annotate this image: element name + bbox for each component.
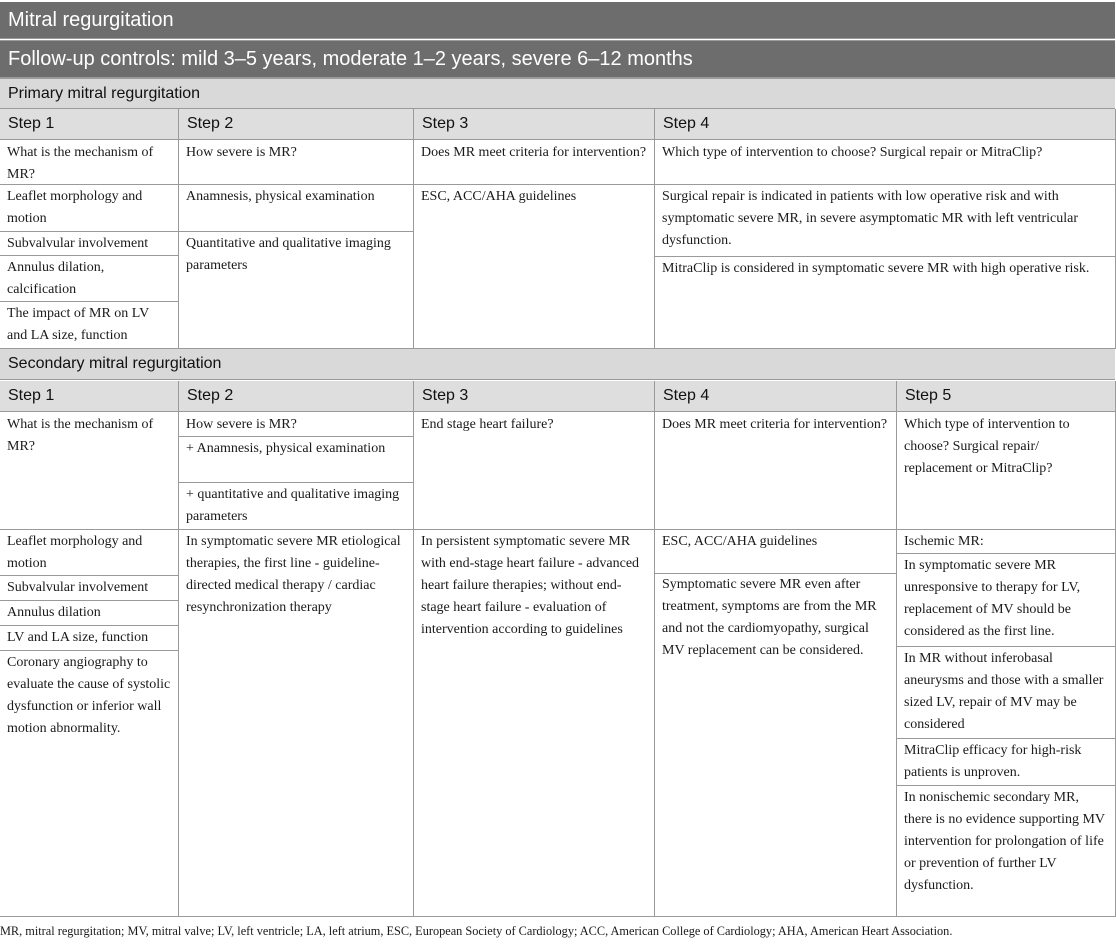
secondary-step5-item: In symptomatic severe MR unresponsive to therapy for LV, replacement of MV should be considered as the first line. <box>904 558 1081 639</box>
grid-line <box>178 381 179 917</box>
grid-line <box>0 529 1116 530</box>
primary-step4-item: MitraClip is considered in symptomatic severe MR with high operative risk. <box>662 261 1090 276</box>
primary-heading: Primary mitral regurgitation <box>0 78 1115 109</box>
secondary-step4-question: Does MR meet criteria for intervention? <box>662 417 888 432</box>
grid-line <box>0 575 178 576</box>
grid-line <box>896 646 1116 647</box>
secondary-step5-header: Step 5 <box>897 381 1115 412</box>
secondary-step2-item: + quantitative and qualitative imaging parameters <box>186 487 400 524</box>
grid-line <box>654 573 896 574</box>
table-footnote: MR, mitral regurgitation; MV, mitral valve; LV, left ventricle; LA, left atrium, ESC, European Society of Cardiology; ACC, American College of Cardiology; AHA, American Heart Association. <box>0 924 953 938</box>
secondary-step3-header: Step 3 <box>414 381 654 412</box>
grid-line <box>178 436 413 437</box>
grid-line <box>0 301 178 302</box>
secondary-heading: Secondary mitral regurgitation <box>0 348 1115 380</box>
secondary-step4-item: Symptomatic severe MR even after treatment, symptoms are from the MR and not the cardiomyopathy, surgical MV replacement can be considered. <box>662 577 877 658</box>
primary-step1-header: Step 1 <box>0 109 178 140</box>
grid-line <box>896 785 1116 786</box>
grid-line <box>654 381 655 917</box>
primary-step2-header: Step 2 <box>179 109 413 140</box>
secondary-step1-item: LV and LA size, function <box>7 630 149 645</box>
grid-line <box>896 553 1116 554</box>
grid-line <box>0 231 178 232</box>
grid-line <box>178 231 413 232</box>
secondary-step1-item: Annulus dilation <box>7 605 101 620</box>
primary-step1-question: What is the mechanism of MR? <box>7 145 154 182</box>
secondary-step1-item: Coronary angiography to evaluate the cause of systolic dysfunction or inferior wall motion abnormality. <box>7 655 171 736</box>
primary-step1-item: The impact of MR on LV and LA size, function <box>7 306 149 343</box>
table-title: Mitral regurgitation <box>0 2 1115 39</box>
grid-line <box>178 109 179 349</box>
primary-step4-header: Step 4 <box>655 109 1115 140</box>
secondary-step1-item: Leaflet morphology and motion <box>7 534 143 571</box>
primary-step4-question: Which type of intervention to choose? Surgical repair or MitraClip? <box>662 145 1043 160</box>
secondary-step2-header: Step 2 <box>179 381 413 412</box>
secondary-step5-item: In nonischemic secondary MR, there is no evidence supporting MV intervention for prolongation of life or prevention of further LV dysfunction. <box>904 790 1105 893</box>
secondary-step5-question: Which type of intervention to choose? Surgical repair/ replacement or MitraClip? <box>904 417 1070 476</box>
grid-line <box>654 109 655 349</box>
followup-band: Follow-up controls: mild 3–5 years, moderate 1–2 years, severe 6–12 months <box>0 40 1115 78</box>
grid-line <box>0 625 178 626</box>
grid-line <box>0 184 1116 185</box>
primary-step4-item: Surgical repair is indicated in patients with low operative risk and with symptomatic severe MR, in severe asymptomatic MR with left ventricular dysfunction. <box>662 189 1079 248</box>
secondary-step1-question: What is the mechanism of MR? <box>7 417 154 454</box>
primary-step2-item: Anamnesis, physical examination <box>186 189 375 204</box>
grid-line <box>0 916 1116 917</box>
grid-line <box>896 738 1116 739</box>
primary-step1-item: Annulus dilation, calcification <box>7 260 105 297</box>
secondary-step3-item: In persistent symptomatic severe MR with end-stage heart failure - advanced heart failure therapies; without end-stage heart failure - evaluation of intervention according to guidelines <box>421 534 640 637</box>
grid-line <box>896 381 897 917</box>
secondary-step1-item: Subvalvular involvement <box>7 580 149 595</box>
grid-line <box>413 109 414 349</box>
primary-step3-question: Does MR meet criteria for intervention? <box>421 145 647 160</box>
grid-line <box>654 256 1116 257</box>
grid-line <box>0 255 178 256</box>
secondary-step1-header: Step 1 <box>0 381 178 412</box>
secondary-step4-header: Step 4 <box>655 381 896 412</box>
primary-step1-item: Leaflet morphology and motion <box>7 189 143 226</box>
grid-line <box>0 600 178 601</box>
secondary-step5-item: Ischemic MR: <box>904 534 984 549</box>
primary-step3-header: Step 3 <box>414 109 654 140</box>
primary-step1-item: Subvalvular involvement <box>7 236 149 251</box>
secondary-step3-question: End stage heart failure? <box>421 417 554 432</box>
secondary-step2-item: + Anamnesis, physical examination <box>186 441 386 456</box>
primary-step2-item: Quantitative and qualitative imaging parameters <box>186 236 391 273</box>
secondary-step5-item: In MR without inferobasal aneurysms and those with a smaller sized LV, repair of MV may be considered <box>904 651 1104 732</box>
secondary-step2-question: How severe is MR? <box>186 417 297 432</box>
grid-line <box>0 650 178 651</box>
grid-line <box>178 482 413 483</box>
secondary-step5-item: MitraClip efficacy for high-risk patients is unproven. <box>904 743 1082 780</box>
primary-step2-question: How severe is MR? <box>186 145 297 160</box>
grid-line <box>413 381 414 917</box>
secondary-step4-item: ESC, ACC/AHA guidelines <box>662 534 818 549</box>
secondary-step2-item: In symptomatic severe MR etiological therapies, the first line - guideline-directed medical therapy / cardiac resynchronization therapy <box>186 534 401 615</box>
primary-step3-item: ESC, ACC/AHA guidelines <box>421 189 577 204</box>
